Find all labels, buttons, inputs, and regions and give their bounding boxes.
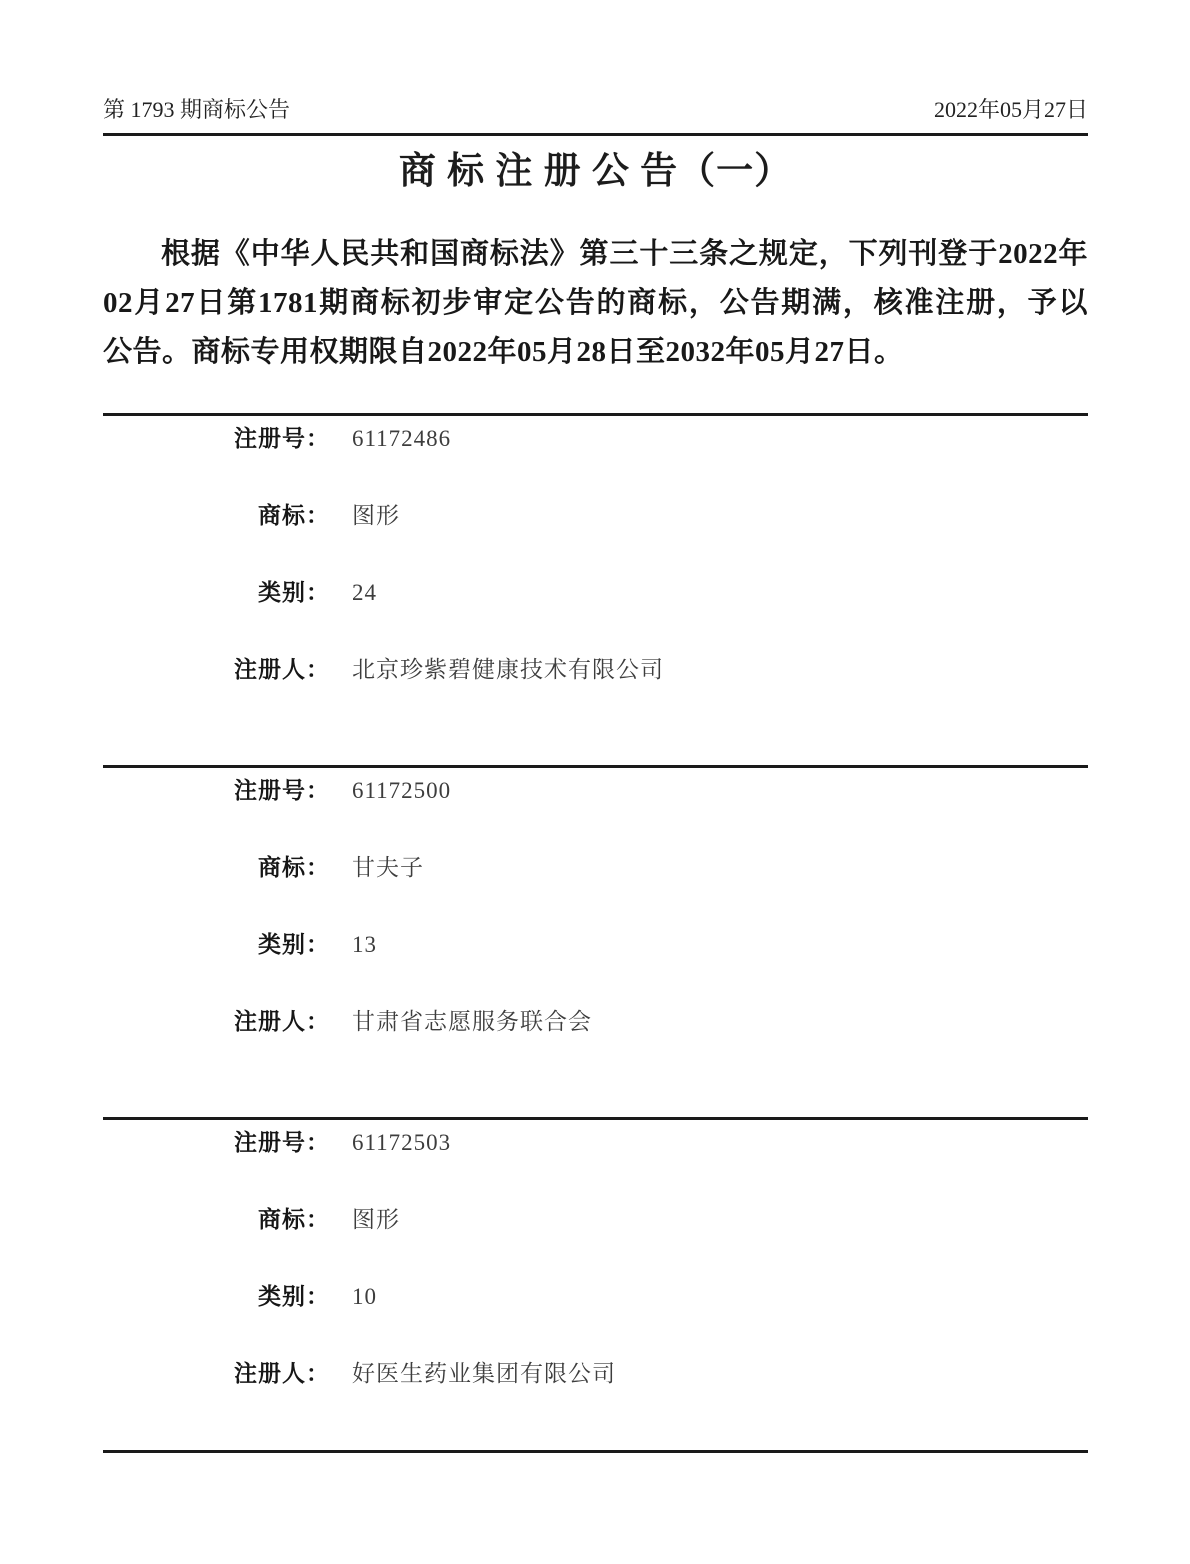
class-label: 类别： <box>258 1283 330 1309</box>
registrant-label: 注册人： <box>234 1360 330 1386</box>
trademark-name-value: 甘夫子 <box>352 855 424 880</box>
records-list <box>103 413 1088 1453</box>
registration-number-row <box>103 776 1088 804</box>
trademark-record <box>103 1117 1088 1450</box>
class-label: 类别： <box>258 579 330 605</box>
registrant-value: 甘肃省志愿服务联合会 <box>352 1009 592 1034</box>
trademark-record <box>103 413 1088 765</box>
trademark-name-label: 商标： <box>258 502 330 528</box>
registration-number-row <box>103 424 1088 452</box>
header-issue-number: 第 1793 期商标公告 <box>103 97 291 122</box>
registration-number-label: 注册号： <box>234 425 330 451</box>
registrant-row <box>103 655 1088 683</box>
class-row <box>103 1282 1088 1310</box>
record-divider <box>103 1117 1088 1120</box>
trademark-name-value: 图形 <box>352 503 400 528</box>
intro-line: 根据《中华人民共和国商标法》第三十三条之规定，下列刊登于2022年 <box>161 238 1088 270</box>
trademark-name-row <box>103 853 1088 881</box>
class-value: 24 <box>352 580 377 605</box>
registration-number-value: 61172500 <box>352 778 452 803</box>
class-row <box>103 930 1088 958</box>
header-rule <box>103 133 1088 136</box>
trademark-name-value: 图形 <box>352 1207 400 1232</box>
registrant-row <box>103 1007 1088 1035</box>
registration-number-row <box>103 1128 1088 1156</box>
page-header <box>103 96 1088 124</box>
page-bottom-rule <box>103 1450 1088 1453</box>
class-row <box>103 578 1088 606</box>
intro-paragraph <box>103 230 1088 377</box>
registrant-label: 注册人： <box>234 1008 330 1034</box>
registrant-value: 好医生药业集团有限公司 <box>352 1361 616 1386</box>
registration-number-label: 注册号： <box>234 1129 330 1155</box>
trademark-name-label: 商标： <box>258 1206 330 1232</box>
trademark-name-label: 商标： <box>258 854 330 880</box>
record-divider <box>103 413 1088 416</box>
intro-line: 02月27日第1781期商标初步审定公告的商标，公告期满，核准注册，予以 <box>103 287 1088 319</box>
registration-number-value: 61172486 <box>352 426 452 451</box>
registration-number-label: 注册号： <box>234 777 330 803</box>
registrant-label: 注册人： <box>234 656 330 682</box>
document-title: 商 标 注 册 公 告（一） <box>398 151 793 192</box>
class-value: 10 <box>352 1284 377 1309</box>
registrant-value: 北京珍紫碧健康技术有限公司 <box>352 657 664 682</box>
intro-line: 公告。商标专用权期限自2022年05月28日至2032年05月27日。 <box>103 336 904 368</box>
registrant-row <box>103 1359 1088 1387</box>
trademark-name-row <box>103 501 1088 529</box>
class-value: 13 <box>352 932 377 957</box>
registration-number-value: 61172503 <box>352 1130 452 1155</box>
trademark-name-row <box>103 1205 1088 1233</box>
trademark-record <box>103 765 1088 1117</box>
gazette-page <box>103 0 1088 1453</box>
class-label: 类别： <box>258 931 330 957</box>
record-divider <box>103 765 1088 768</box>
header-date: 2022年05月27日 <box>933 97 1088 122</box>
